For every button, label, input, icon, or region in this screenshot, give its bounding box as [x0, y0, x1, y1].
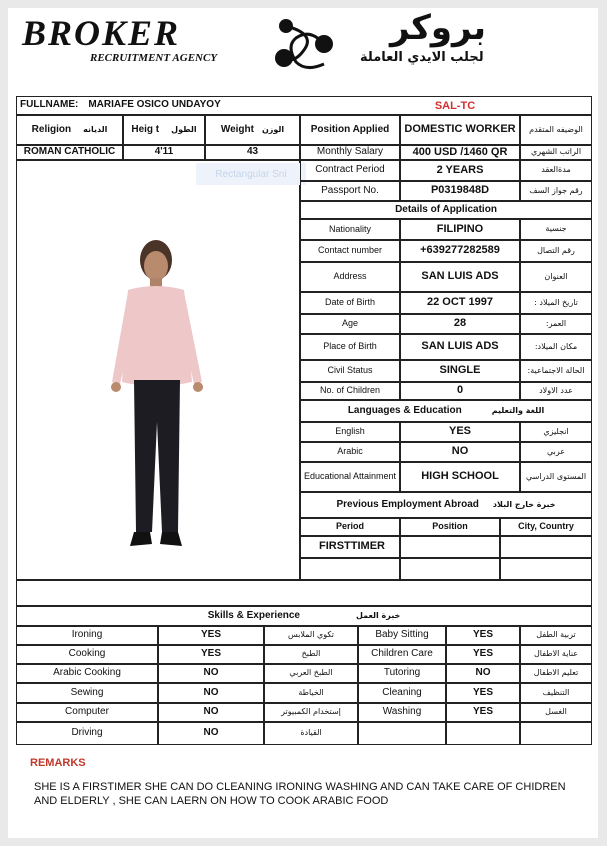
- height-label: Heig t: [131, 123, 160, 135]
- detail-label-ar: العمر:: [520, 314, 592, 334]
- reference-code: SAL-TC: [434, 99, 476, 112]
- detail-value: 22 OCT 1997: [400, 292, 520, 314]
- skill-label-ar: [520, 722, 592, 745]
- detail-value: +639277282589: [400, 240, 520, 262]
- detail-label-ar: العنوان: [520, 262, 592, 292]
- languages-title-ar: اللغة والتعليم: [491, 405, 545, 415]
- skill-label-ar: الغسل: [520, 703, 592, 722]
- detail-label: Civil Status: [300, 360, 400, 382]
- employment-empty-cell: [300, 558, 400, 580]
- language-value: HIGH SCHOOL: [400, 462, 520, 492]
- employment-title-ar: خبرة خارج البلاد: [492, 499, 556, 509]
- position-applied-label: Position Applied: [300, 115, 400, 145]
- languages-title-text: Languages & Education: [347, 404, 462, 416]
- detail-label: Nationality: [300, 219, 400, 240]
- contract-period-ar: مدةالعقد: [520, 160, 592, 181]
- detail-label: Age: [300, 314, 400, 334]
- religion-header: [16, 115, 123, 145]
- applicant-photo: [100, 232, 212, 565]
- fullname-value: MARIAFE OSICO UNDAYOY: [88, 99, 221, 111]
- weight-header: [205, 115, 300, 145]
- skill-value: NO: [158, 703, 264, 722]
- skill-value: YES: [158, 645, 264, 664]
- language-value: NO: [400, 442, 520, 462]
- language-label-ar: عربي: [520, 442, 592, 462]
- employment-col-position: Position: [400, 518, 500, 536]
- detail-label-ar: رقم التصال: [520, 240, 592, 262]
- fullname-label: FULLNAME:: [20, 99, 79, 111]
- monthly-salary-label: Monthly Salary: [300, 145, 400, 160]
- skill-label-ar: القيادة: [264, 722, 358, 745]
- employment-col-period: Period: [300, 518, 400, 536]
- skill-label: Tutoring: [358, 664, 446, 683]
- passport-value: P0319848D: [400, 181, 520, 201]
- remarks-text: SHE IS A FIRSTIMER SHE CAN DO CLEANING IRONING WASHING AND CAN TAKE CARE OF CHIDREN AND ELDERLY , SHE CAN LAERN ON HOW TO COOK ARABIC FOOD: [34, 781, 566, 807]
- skill-value: NO: [158, 683, 264, 703]
- skill-label-ar: تكوي الملابس: [264, 626, 358, 645]
- religion-label: Religion: [31, 123, 72, 135]
- employment-empty-cell: [500, 558, 592, 580]
- weight-label-ar: الوزن: [261, 124, 285, 134]
- skill-label-ar: الطبخ العربي: [264, 664, 358, 683]
- employment-title-text: Previous Employment Abroad: [336, 498, 479, 510]
- skill-value: YES: [446, 645, 520, 664]
- detail-label-ar: جنسية: [520, 219, 592, 240]
- skill-label-ar: الطبخ: [264, 645, 358, 664]
- language-label: English: [300, 422, 400, 442]
- religion-label-ar: الديانه: [83, 124, 108, 134]
- detail-label: Address: [300, 262, 400, 292]
- brand-subtitle-en: RECRUITMENT AGENCY: [90, 52, 218, 64]
- employment-position: [400, 536, 500, 558]
- language-label-ar: انجليزي: [520, 422, 592, 442]
- detail-value: SINGLE: [400, 360, 520, 382]
- brand-name-ar: بروكر: [390, 8, 486, 48]
- language-label: Arabic: [300, 442, 400, 462]
- position-applied-ar: الوضيفه المتقدم: [520, 115, 592, 145]
- employment-period: FIRSTTIMER: [300, 536, 400, 558]
- skills-title-ar: خبرة العمل: [356, 610, 401, 620]
- detail-value: 28: [400, 314, 520, 334]
- skill-label: Cleaning: [358, 683, 446, 703]
- passport-ar: رقم جواز السف: [520, 181, 592, 201]
- contract-period-label: Contract Period: [300, 160, 400, 181]
- religion-value: ROMAN CATHOLIC: [16, 145, 123, 160]
- skills-title: [16, 606, 592, 626]
- employment-empty-cell: [400, 558, 500, 580]
- skill-label-ar: تعليم الاطفال: [520, 664, 592, 683]
- weight-value: 43: [205, 145, 300, 160]
- skill-label: Ironing: [16, 626, 158, 645]
- skill-label-ar: إستخدام الكمبيوتر: [264, 703, 358, 722]
- language-label-ar: المستوى الدراسي: [520, 462, 592, 492]
- watermark-text: Rectangular Sni: [196, 163, 306, 185]
- skill-label: Children Care: [358, 645, 446, 664]
- detail-label: Date of Birth: [300, 292, 400, 314]
- skill-label: Baby Sitting: [358, 626, 446, 645]
- skill-value: YES: [158, 626, 264, 645]
- skill-value: YES: [446, 683, 520, 703]
- monthly-salary-ar: الراتب الشهري: [520, 145, 592, 160]
- skill-label-ar: عناية الاطفال: [520, 645, 592, 664]
- passport-label: Passport No.: [300, 181, 400, 201]
- contract-period-value: 2 YEARS: [400, 160, 520, 181]
- detail-label-ar: تاريخ الميلاد :: [520, 292, 592, 314]
- brand-subtitle-ar: لجلب الايدي العاملة: [360, 50, 484, 65]
- detail-value: FILIPINO: [400, 219, 520, 240]
- detail-value: SAN LUIS ADS: [400, 262, 520, 292]
- remarks-title: REMARKS: [30, 757, 86, 769]
- skill-value: NO: [446, 664, 520, 683]
- skill-label: Computer: [16, 703, 158, 722]
- detail-label-ar: عدد الاولاد: [520, 382, 592, 400]
- skill-value: NO: [158, 664, 264, 683]
- skill-value: YES: [446, 626, 520, 645]
- weight-label: Weight: [220, 123, 254, 135]
- details-title: Details of Application: [300, 201, 592, 219]
- skill-label: Driving: [16, 722, 158, 745]
- employment-city: [500, 536, 592, 558]
- skill-label: Sewing: [16, 683, 158, 703]
- fullname-row: [16, 96, 592, 115]
- skill-label-ar: الخياطة: [264, 683, 358, 703]
- position-applied-value: DOMESTIC WORKER: [400, 115, 520, 145]
- detail-label-ar: الحالة الاجتماعية:: [520, 360, 592, 382]
- detail-value: 0: [400, 382, 520, 400]
- language-label: Educational Attainment: [300, 462, 400, 492]
- monthly-salary-value: 400 USD /1460 QR: [400, 145, 520, 160]
- skill-label: [358, 722, 446, 745]
- detail-value: SAN LUIS ADS: [400, 334, 520, 360]
- skill-label-ar: تربية الطفل: [520, 626, 592, 645]
- detail-label: No. of Children: [300, 382, 400, 400]
- skills-title-text: Skills & Experience: [207, 609, 300, 621]
- languages-title: [300, 400, 592, 422]
- skill-value: [446, 722, 520, 745]
- language-value: YES: [400, 422, 520, 442]
- brand-name-en: BROKER: [22, 13, 181, 53]
- blank-row: [16, 580, 592, 606]
- skill-value: NO: [158, 722, 264, 745]
- skill-value: YES: [446, 703, 520, 722]
- skill-label: Arabic Cooking: [16, 664, 158, 683]
- height-header: [123, 115, 205, 145]
- brand-logo-icon: [266, 14, 348, 74]
- skill-label-ar: التنظيف: [520, 683, 592, 703]
- detail-label-ar: مكان الميلاد:: [520, 334, 592, 360]
- employment-col-city: City, Country: [500, 518, 592, 536]
- skill-label: Cooking: [16, 645, 158, 664]
- detail-label: Place of Birth: [300, 334, 400, 360]
- skill-label: Washing: [358, 703, 446, 722]
- height-value: 4'11: [123, 145, 205, 160]
- height-label-ar: الطول: [171, 124, 197, 134]
- employment-title: [300, 492, 592, 518]
- detail-label: Contact number: [300, 240, 400, 262]
